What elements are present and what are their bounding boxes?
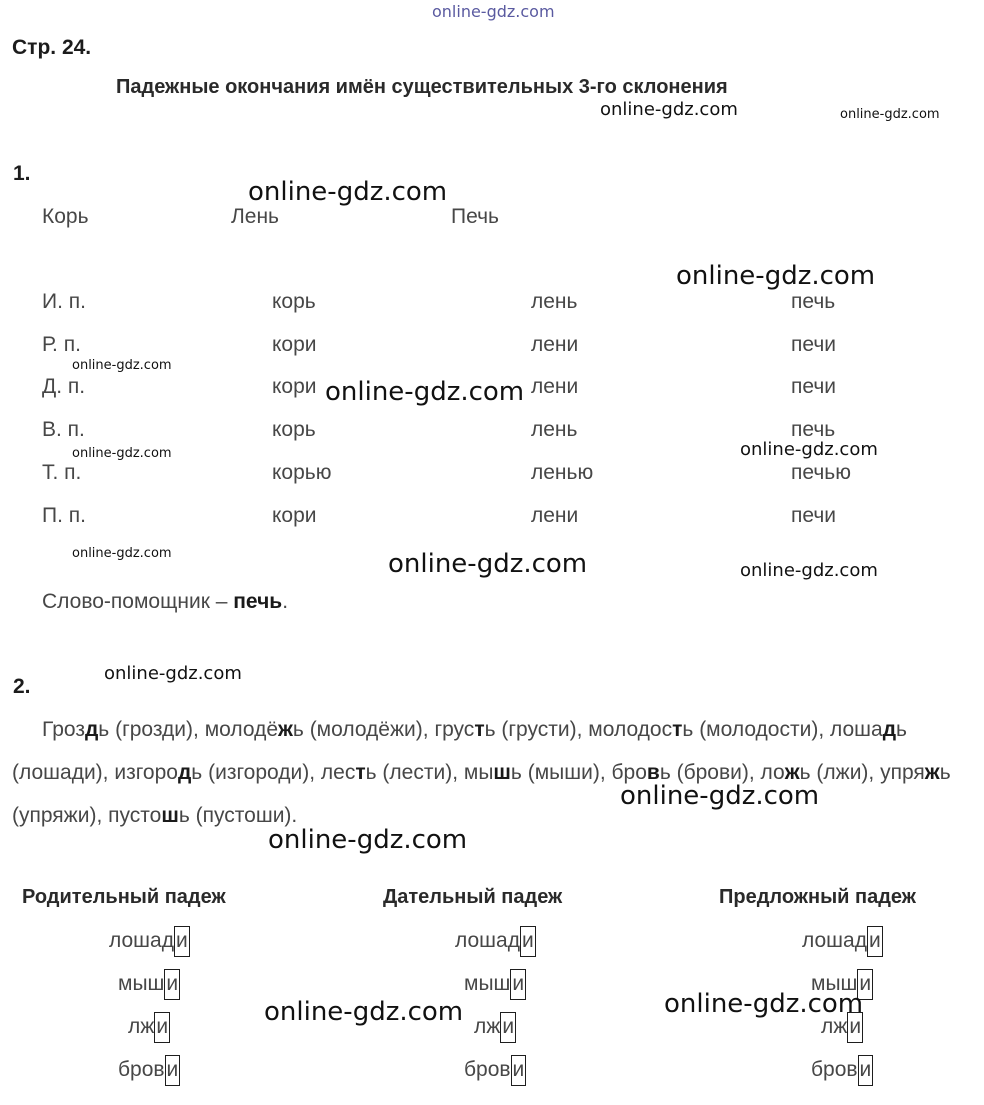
watermark: online-gdz.com: [740, 439, 878, 460]
case-column-heading: Родительный падеж: [22, 886, 226, 908]
watermark: online-gdz.com: [72, 446, 172, 461]
watermark: online-gdz.com: [248, 177, 448, 207]
ending-box: и: [520, 926, 536, 957]
ending-box: и: [165, 1055, 181, 1086]
ending-box: и: [154, 1012, 170, 1043]
ending-box: и: [857, 969, 873, 1000]
header-word: Печь: [451, 205, 499, 228]
word-stem: лошад: [109, 929, 174, 953]
helper-suffix: .: [282, 590, 289, 613]
task-2-paragraph: Гроздь (грозди), молодёжь (молодёжи), грусть (грусти), молодость (молодости), лошадь (лошади), изгородь (изгороди), лесть (лести), мышь (мыши), бровь (брови), ложь (лжи), упряжь (упряжи), пустошь (пустоши).: [12, 718, 951, 827]
word-stem: лошад: [455, 929, 520, 953]
word-stem: лж: [821, 1015, 848, 1039]
declension-word: кори: [272, 375, 317, 398]
top-watermark: online-gdz.com: [432, 2, 555, 21]
ending-word: [464, 969, 526, 1000]
ending-box: и: [500, 1012, 516, 1043]
ending-word: [118, 969, 180, 1000]
watermark: online-gdz.com: [268, 825, 468, 855]
case-column-heading: Предложный падеж: [719, 886, 916, 908]
watermark: online-gdz.com: [388, 549, 588, 579]
declension-word: печью: [791, 461, 851, 484]
declension-word: лень: [531, 290, 578, 313]
declension-word: печи: [791, 333, 837, 356]
task-1-number: 1.: [13, 162, 31, 185]
case-label: И. п.: [42, 290, 86, 313]
declension-word: лени: [531, 333, 579, 356]
ending-box: и: [847, 1012, 863, 1043]
word-stem: бров: [464, 1058, 511, 1082]
ending-word: [802, 926, 883, 957]
declension-word: корь: [272, 290, 316, 313]
declension-word: корью: [272, 461, 332, 484]
watermark: online-gdz.com: [840, 107, 940, 122]
case-label: Т. п.: [42, 461, 82, 484]
ending-word: [474, 1012, 516, 1043]
case-label: П. п.: [42, 504, 86, 527]
declension-word: печь: [791, 290, 836, 313]
helper-word-line: [42, 590, 288, 614]
word-stem: мыш: [464, 972, 511, 996]
declension-word: ленью: [531, 461, 594, 484]
declension-word: печи: [791, 504, 837, 527]
ending-word: [128, 1012, 170, 1043]
declension-word: лени: [531, 375, 579, 398]
watermark: online-gdz.com: [676, 261, 876, 291]
ending-word: [118, 1055, 180, 1086]
ending-word: [464, 1055, 526, 1086]
page-reference: Стр. 24.: [12, 36, 92, 59]
watermark: online-gdz.com: [72, 358, 172, 373]
case-column-heading: Дательный падеж: [383, 886, 563, 908]
declension-word: кори: [272, 504, 317, 527]
word-stem: мыш: [811, 972, 858, 996]
watermark: online-gdz.com: [325, 377, 525, 407]
declension-word: печи: [791, 375, 837, 398]
ending-box: и: [867, 926, 883, 957]
header-word: Корь: [42, 205, 89, 228]
word-stem: лж: [474, 1015, 501, 1039]
watermark: online-gdz.com: [264, 997, 464, 1027]
word-stem: бров: [118, 1058, 165, 1082]
ending-word: [109, 926, 190, 957]
task-2-number: 2.: [13, 675, 31, 698]
watermark: online-gdz.com: [600, 99, 738, 120]
helper-prefix: Слово-помощник –: [42, 590, 234, 613]
declension-word: корь: [272, 418, 316, 441]
word-stem: лж: [128, 1015, 155, 1039]
case-label: В. п.: [42, 418, 85, 441]
header-word: Лень: [231, 205, 279, 228]
watermark: online-gdz.com: [620, 781, 820, 811]
declension-word: лени: [531, 504, 579, 527]
word-stem: лошад: [802, 929, 867, 953]
ending-word: [455, 926, 536, 957]
watermark: online-gdz.com: [740, 560, 878, 581]
case-label: Р. п.: [42, 333, 81, 356]
ending-word: [811, 1055, 873, 1086]
declension-word: кори: [272, 333, 317, 356]
declension-word: лень: [531, 418, 578, 441]
ending-box: и: [164, 969, 180, 1000]
ending-box: и: [510, 969, 526, 1000]
word-stem: бров: [811, 1058, 858, 1082]
declension-word: печь: [791, 418, 836, 441]
watermark: online-gdz.com: [104, 663, 242, 684]
ending-box: и: [858, 1055, 874, 1086]
case-label: Д. п.: [42, 375, 86, 398]
page-title: Падежные окончания имён существительных 3-го склонения: [116, 76, 728, 98]
watermark: online-gdz.com: [72, 546, 172, 561]
watermark: online-gdz.com: [664, 989, 864, 1019]
ending-box: и: [174, 926, 190, 957]
helper-word: печь: [233, 590, 283, 613]
word-stem: мыш: [118, 972, 165, 996]
ending-box: и: [511, 1055, 527, 1086]
